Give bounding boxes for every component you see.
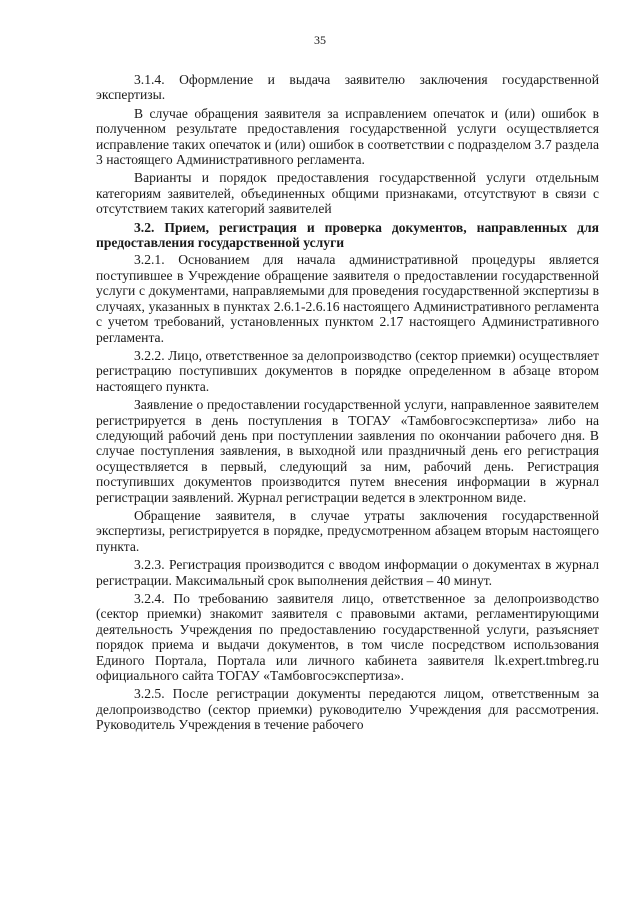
paragraph-3-2-4: 3.2.4. По требованию заявителя лицо, ответственное за делопроизводство (сектор приемки) знакомит заявителя с правовыми актами, регламентирующими деятельность Учреждения по предоставлению государственной услуги, разъясняет порядок приема и выдачи документов, в том числе посредством использования Единого Портала, Портала или личного кабинета заявителя lk.expert.tmbreg.ru официального сайта ТОГАУ «Тамбовгосэкспертиза». bbox=[96, 591, 599, 684]
paragraph-3-2-3: 3.2.3. Регистрация производится с вводом информации о документах в журнал регистрации. Максимальный срок выполнения действия – 40 минут. bbox=[96, 557, 599, 588]
paragraph-registration: Заявление о предоставлении государственной услуги, направленное заявителем регистрируется в день поступления в ТОГАУ «Тамбовгосэкспертиза» либо на следующий рабочий день при поступлении заявления по окончании рабочего дня. В случае поступления заявления, в выходной или праздничный день его регистрация осуществляется в первый, следующий за ним, рабочий день. Регистрация поступивших документов производится путем внесения информации в журнал регистрации заявлений. Журнал регистрации ведется в электронном виде. bbox=[96, 397, 599, 505]
page-number: 35 bbox=[314, 33, 326, 47]
paragraph-3-2-2: 3.2.2. Лицо, ответственное за делопроизводство (сектор приемки) осуществляет регистрацию поступивших документов в порядке определенном в абзаце втором настоящего пункта. bbox=[96, 347, 599, 394]
paragraph-3-2-1: 3.2.1. Основанием для начала административной процедуры является поступившее в Учреждение обращение заявителя о предоставлении государственной услуги с документами, направляемыми для проведения государственной экспертизы в случаях, указанных в пунктах 2.6.1-2.6.16 настоящего Административного регламента с учетом требований, установленных пунктом 2.17 настоящего Административного регламента. bbox=[96, 252, 599, 345]
paragraph-3-2-5: 3.2.5. После регистрации документы передаются лицом, ответственным за делопроизводство (сектор приемки) руководителю Учреждения для рассмотрения. Руководитель Учреждения в течение рабочего bbox=[96, 686, 599, 733]
paragraph-3-1-4: 3.1.4. Оформление и выдача заявителю заключения государственной экспертизы. bbox=[96, 72, 599, 103]
section-heading-3-2: 3.2. Прием, регистрация и проверка документов, направленных для предоставления государственной услуги bbox=[96, 219, 599, 251]
paragraph-loss: Обращение заявителя, в случае утраты заключения государственной экспертизы, регистрируется в порядке, предусмотренном абзацем вторым настоящего пункта. bbox=[96, 507, 599, 554]
paragraph-variants: Варианты и порядок предоставления государственной услуги отдельным категориям заявителей, объединенных общими признаками, отсутствуют в связи с отсутствием таких категорий заявителей bbox=[96, 170, 599, 217]
paragraph-corrections: В случае обращения заявителя за исправлением опечаток и (или) ошибок в полученном результате предоставления государственной услуги осуществляется исправление таких опечаток и (или) ошибок в соответствии с подразделом 3.7 раздела 3 настоящего Административного регламента. bbox=[96, 105, 599, 168]
document-body bbox=[96, 72, 599, 736]
